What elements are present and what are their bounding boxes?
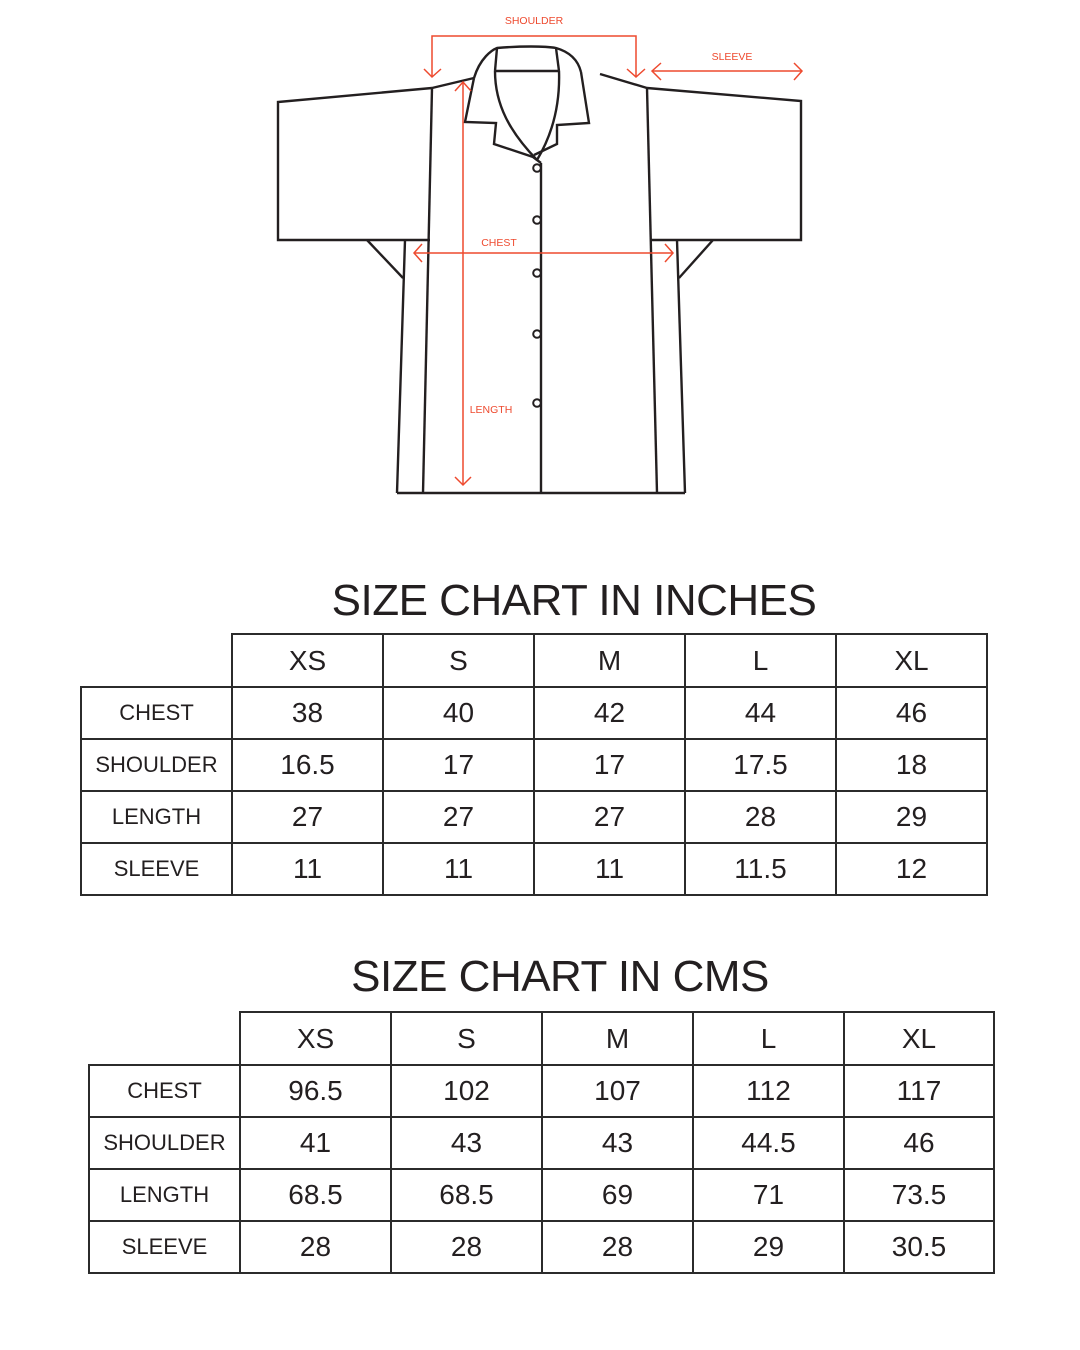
table-cell: 30.5: [844, 1221, 994, 1273]
size-header-xs: XS: [240, 1012, 391, 1065]
table-cell: 112: [693, 1065, 844, 1117]
table-cell: 102: [391, 1065, 542, 1117]
table-cell: 38: [232, 687, 383, 739]
table-cell: 27: [534, 791, 685, 843]
row-label: CHEST: [89, 1065, 240, 1117]
table-row-shoulder: [81, 739, 987, 791]
table-cell: 68.5: [240, 1169, 391, 1221]
shoulder-label: SHOULDER: [504, 15, 564, 27]
table-cell: 73.5: [844, 1169, 994, 1221]
button-icon: [533, 269, 541, 277]
corner-cell: [89, 1012, 240, 1065]
table-cell: 28: [391, 1221, 542, 1273]
table-cell: 28: [685, 791, 836, 843]
table-cell: 11: [383, 843, 534, 895]
table-row-chest: [81, 687, 987, 739]
table-cell: 44: [685, 687, 836, 739]
table-cell: 11.5: [685, 843, 836, 895]
table-header-row: [89, 1012, 994, 1065]
left-sleeve: [278, 88, 432, 240]
table-cell: 43: [391, 1117, 542, 1169]
buttons: [533, 164, 541, 407]
row-label: LENGTH: [81, 791, 232, 843]
table-cell: 17: [383, 739, 534, 791]
table-cell: 41: [240, 1117, 391, 1169]
row-label: SHOULDER: [81, 739, 232, 791]
right-body-inner: [647, 88, 657, 493]
collar-right-edge: [556, 48, 559, 71]
table-cell: 28: [240, 1221, 391, 1273]
size-header-xs: XS: [232, 634, 383, 687]
size-header-l: L: [685, 634, 836, 687]
table-cell: 68.5: [391, 1169, 542, 1221]
left-body-inner: [423, 88, 432, 493]
row-label: SLEEVE: [81, 843, 232, 895]
table-row-chest: [89, 1065, 994, 1117]
table-cell: 46: [844, 1117, 994, 1169]
size-header-m: M: [542, 1012, 693, 1065]
table-header-row: [81, 634, 987, 687]
corner-cell: [81, 634, 232, 687]
table-cell: 28: [542, 1221, 693, 1273]
table-cell: 46: [836, 687, 987, 739]
right-lapel: [534, 72, 589, 155]
table-cell: 17: [534, 739, 685, 791]
button-icon: [533, 330, 541, 338]
size-header-s: S: [391, 1012, 542, 1065]
collar-left-edge: [495, 48, 497, 71]
measurement-guides: [414, 36, 802, 485]
table-cell: 44.5: [693, 1117, 844, 1169]
cms-size-table: [88, 1011, 995, 1274]
row-label: LENGTH: [89, 1169, 240, 1221]
table-row-length: [81, 791, 987, 843]
table-cell: 29: [836, 791, 987, 843]
collar-band: [474, 47, 581, 79]
right-lapel-fold: [537, 71, 559, 160]
right-body-outer: [677, 240, 685, 493]
right-sleeve: [647, 88, 801, 240]
left-body-outer: [397, 240, 405, 493]
row-label: SHOULDER: [89, 1117, 240, 1169]
table-cell: 71: [693, 1169, 844, 1221]
table-cell: 40: [383, 687, 534, 739]
size-header-xl: XL: [836, 634, 987, 687]
right-shoulder-seam: [600, 74, 647, 88]
table-row-sleeve: [89, 1221, 994, 1273]
row-label: CHEST: [81, 687, 232, 739]
button-icon: [533, 399, 541, 407]
button-icon: [533, 216, 541, 224]
sleeve-label: SLEEVE: [711, 51, 753, 63]
length-label: LENGTH: [469, 404, 513, 416]
button-icon: [533, 164, 541, 172]
shirt-measurement-diagram: [0, 0, 1080, 520]
table-cell: 27: [383, 791, 534, 843]
table-cell: 11: [534, 843, 685, 895]
table-cell: 96.5: [240, 1065, 391, 1117]
table-cell: 17.5: [685, 739, 836, 791]
table-cell: 27: [232, 791, 383, 843]
size-header-m: M: [534, 634, 685, 687]
table-cell: 69: [542, 1169, 693, 1221]
cms-chart-title: SIZE CHART IN CMS: [351, 952, 769, 1001]
measurement-labels: [470, 15, 753, 416]
chest-label: CHEST: [481, 237, 517, 249]
table-row-sleeve: [81, 843, 987, 895]
table-cell: 29: [693, 1221, 844, 1273]
size-header-xl: XL: [844, 1012, 994, 1065]
inches-size-table: [80, 633, 988, 896]
table-cell: 42: [534, 687, 685, 739]
table-cell: 12: [836, 843, 987, 895]
table-cell: 11: [232, 843, 383, 895]
table-cell: 43: [542, 1117, 693, 1169]
size-header-l: L: [693, 1012, 844, 1065]
left-underarm-gusset: [367, 240, 403, 278]
table-cell: 107: [542, 1065, 693, 1117]
table-row-shoulder: [89, 1117, 994, 1169]
right-underarm-gusset: [679, 240, 713, 278]
table-cell: 16.5: [232, 739, 383, 791]
table-cell: 117: [844, 1065, 994, 1117]
table-cell: 18: [836, 739, 987, 791]
size-header-s: S: [383, 634, 534, 687]
inches-chart-title: SIZE CHART IN INCHES: [331, 576, 817, 625]
table-row-length: [89, 1169, 994, 1221]
row-label: SLEEVE: [89, 1221, 240, 1273]
